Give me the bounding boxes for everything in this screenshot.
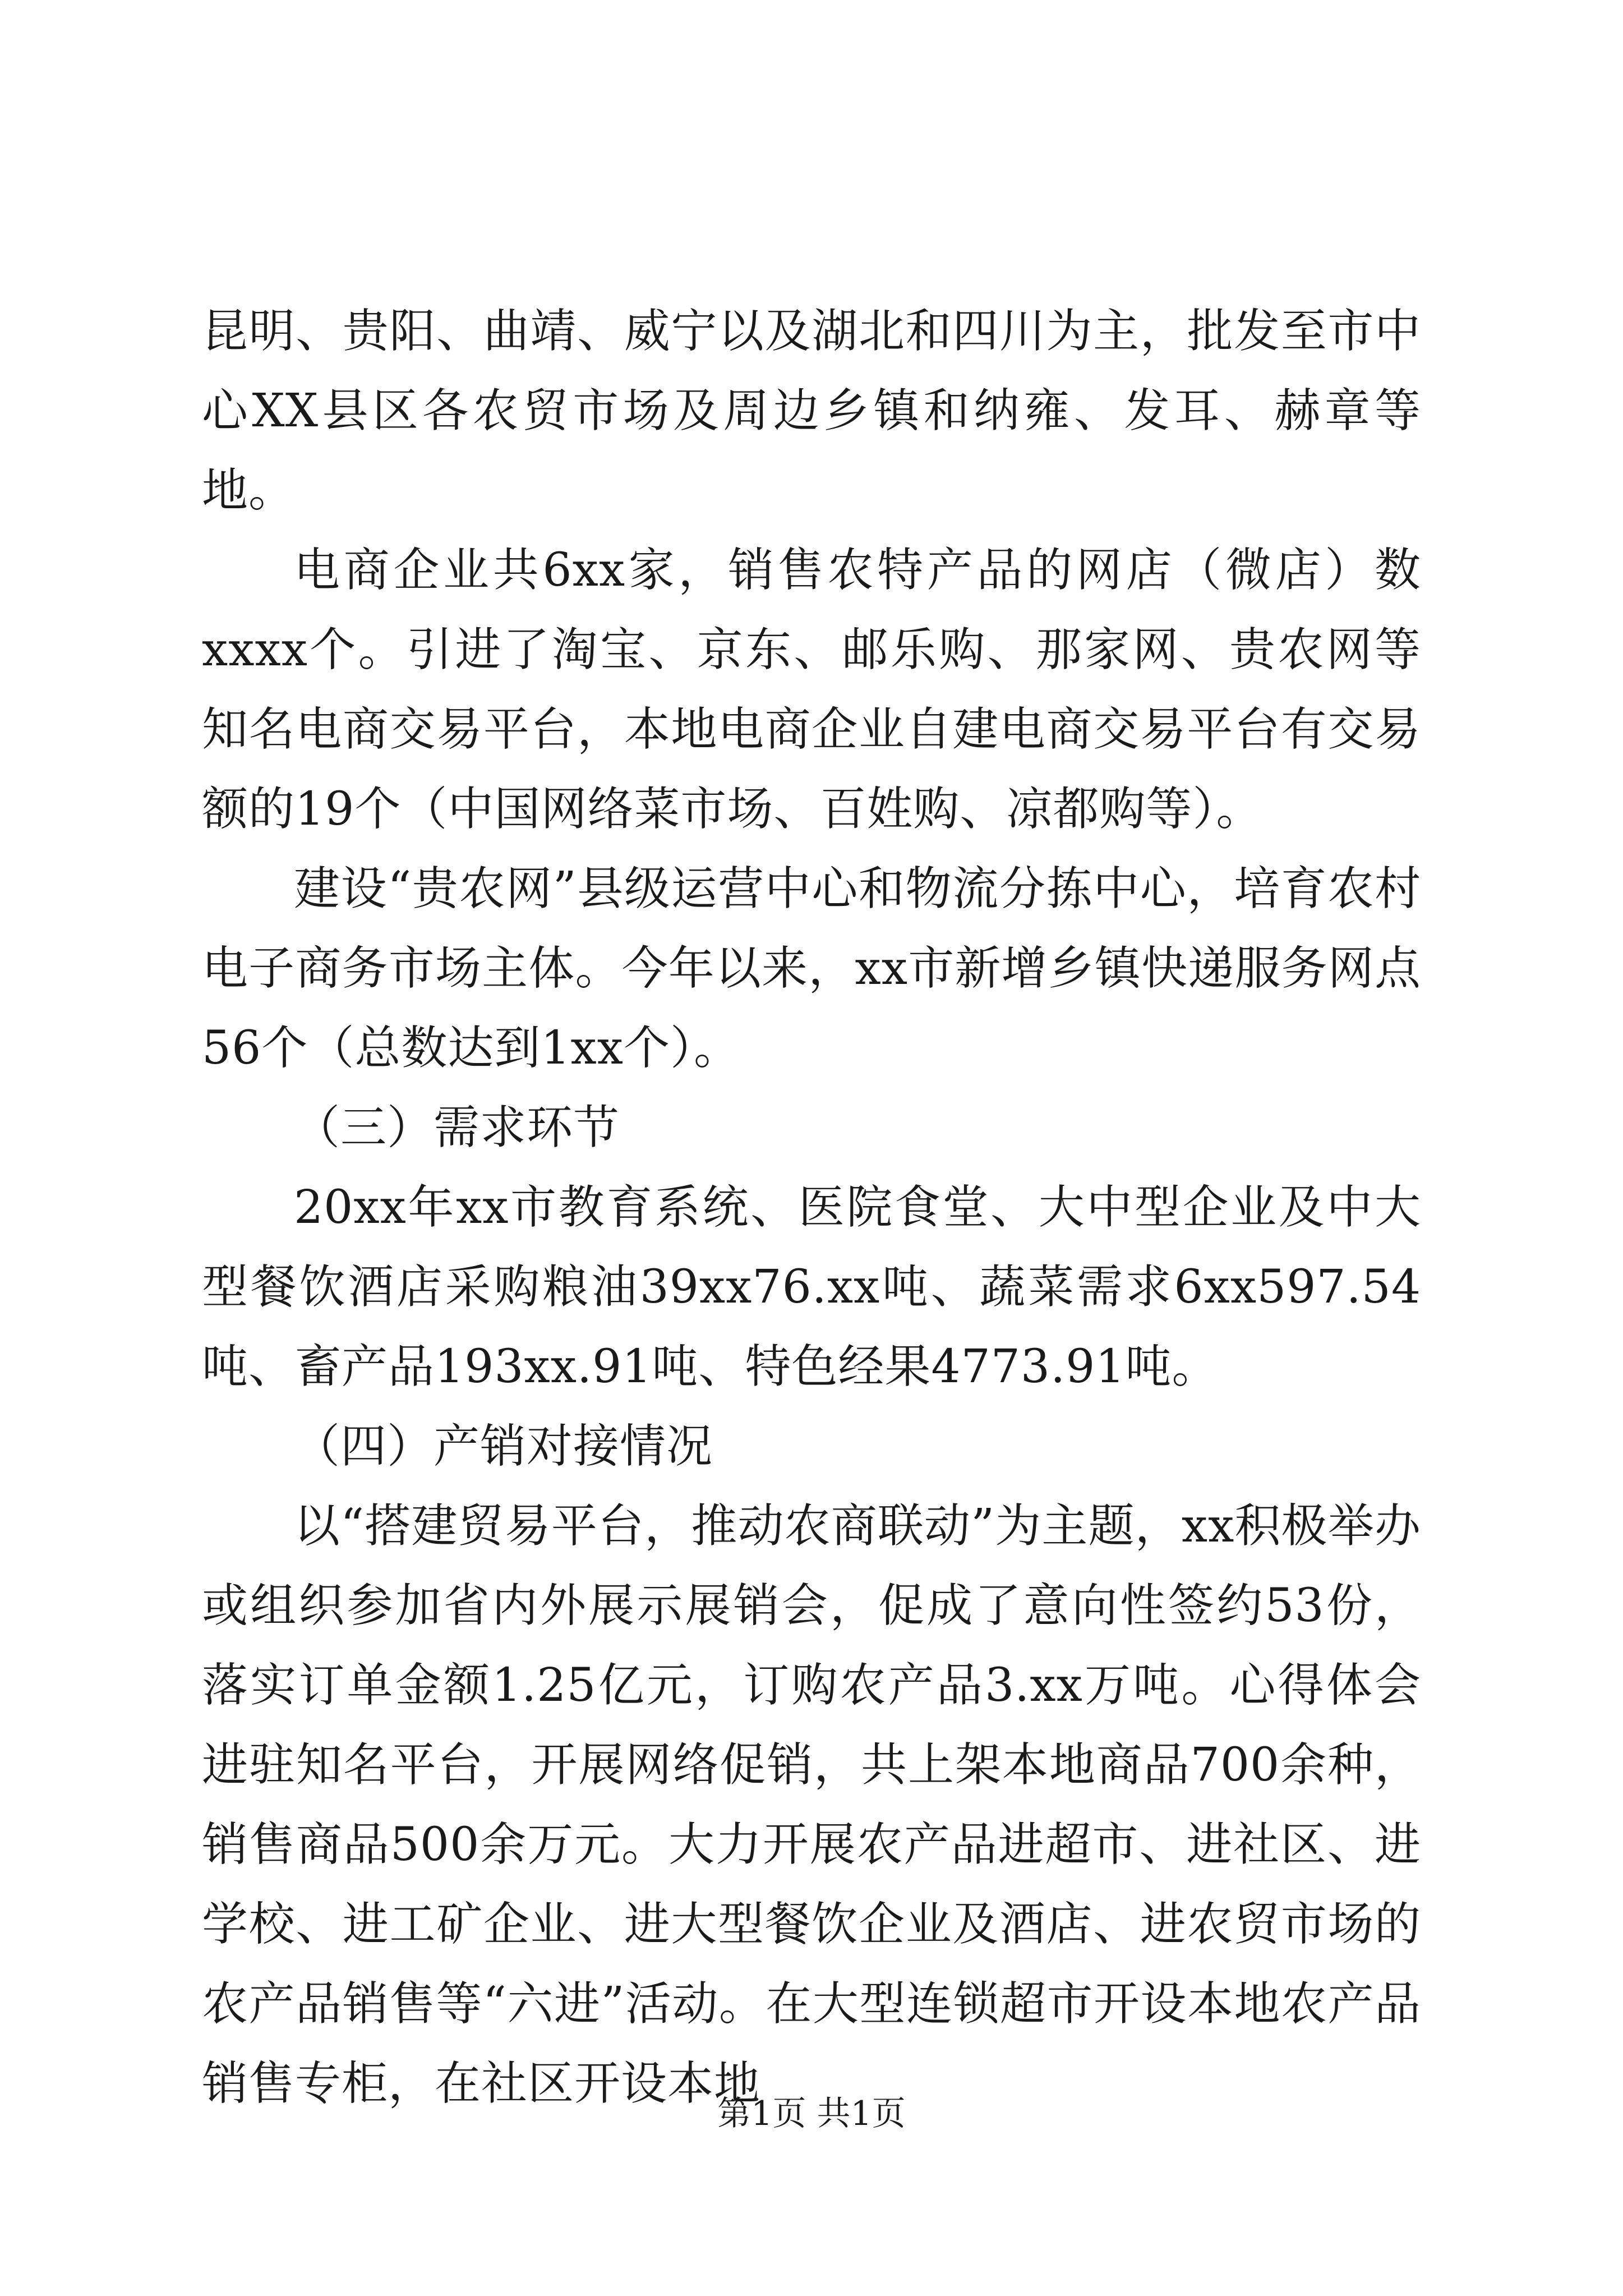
page-footer: 第1页 共1页 (717, 2094, 906, 2133)
paragraph-logistics: 建设“贵农网”县级运营中心和物流分拣中心，培育农村电子商务市场主体。今年以来，xx市新增乡镇快递服务网点56个（总数达到1xx个）。 (202, 862, 1421, 1075)
section-heading-matching: （四）产销对接情况 (294, 1420, 713, 1473)
section-heading-demand: （三）需求环节 (294, 1101, 620, 1154)
paragraph-ecommerce: 电商企业共6xx家，销售农特产品的网店（微店）数xxxx个。引进了淘宝、京东、邮乐购、那家网、贵农网等知名电商交易平台，本地电商企业自建电商交易平台有交易额的19个（中国网络菜市场、百姓购、凉都购等）。 (202, 544, 1421, 836)
paragraph-matching: 以“搭建贸易平台，推动农商联动”为主题，xx积极举办或组织参加省内外展示展销会，促成了意向性签约53份，落实订单金额1.25亿元，订购农产品3.xx万吨。心得体会进驻知名平台，开展网络促销，共上架本地商品700余种，销售商品500余万元。大力开展农产品进超市、进社区、进学校、进工矿企业、进大型餐饮企业及酒店、进农贸市场的农产品销售等“六进”活动。在大型连锁超市开设本地农产品销售专柜，在社区开设本地 (202, 1499, 1421, 2110)
paragraph-demand: 20xx年xx市教育系统、医院食堂、大中型企业及中大型餐饮酒店采购粮油39xx76.xx吨、蔬菜需求6xx597.54吨、畜产品193xx.91吨、特色经果4773.91吨。 (202, 1181, 1421, 1393)
paragraph-continuation: 昆明、贵阳、曲靖、威宁以及湖北和四川为主，批发至市中心XX县区各农贸市场及周边乡镇和纳雍、发耳、赫章等地。 (202, 305, 1421, 517)
document-body (202, 292, 1421, 2124)
